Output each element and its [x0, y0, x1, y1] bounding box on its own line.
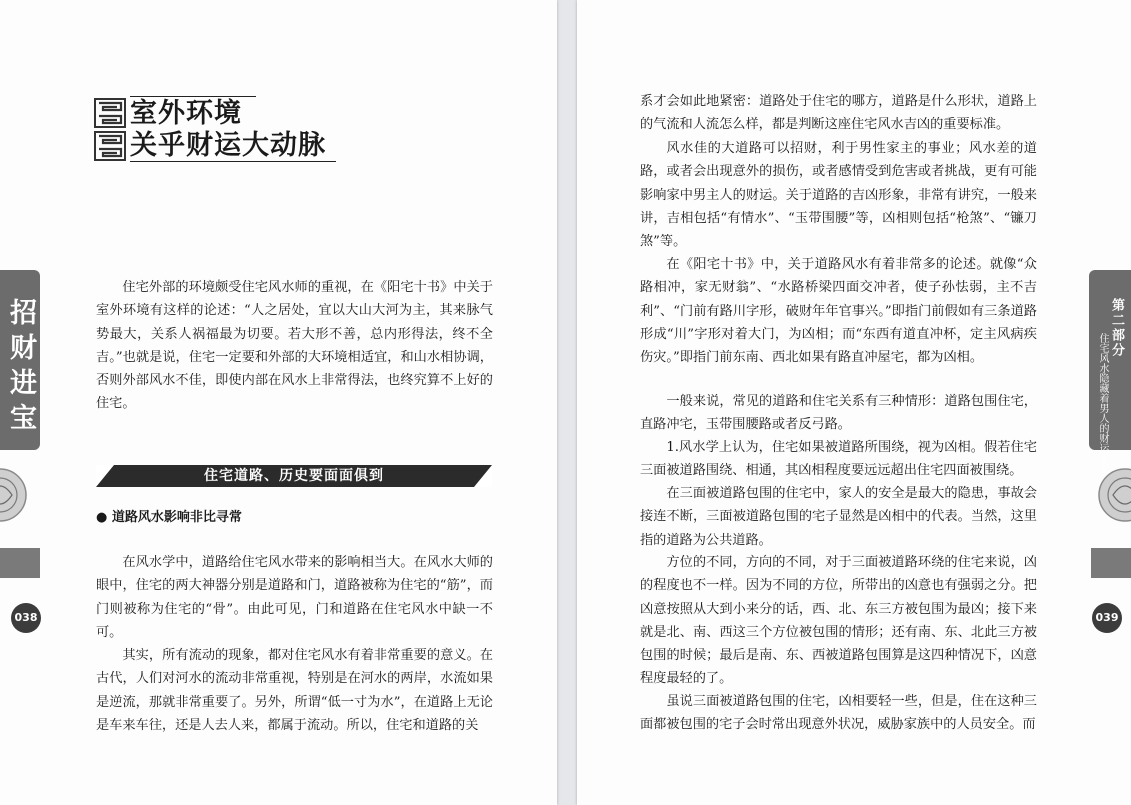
- fret-pattern-icon: [94, 131, 126, 161]
- title-line-2: 关乎财运大动脉: [130, 130, 326, 161]
- side-tab-left: [0, 270, 40, 450]
- body-paragraph: 一般来说，常见的道路和住宅关系有三种情形：道路包围住宅，直路冲宅，玉带围腰路或者反弓路。: [640, 394, 1037, 433]
- side-ornament-icon: [1089, 455, 1131, 535]
- side-tab-subtitle: 住宅风水隐藏着男人的财运机密: [1097, 333, 1108, 473]
- side-tab-part: 第二部分: [1109, 298, 1124, 358]
- page-number-badge: 039: [1092, 603, 1122, 633]
- body-paragraph: 在三面被道路包围的住宅中，家人的安全是最大的隐患，事故会接连不断，三面被道路包围的宅子显然是凶相中的代表。当然，这里指的道路为公共道路。: [640, 486, 1037, 548]
- title-line-1: 室外环境: [130, 98, 242, 129]
- body-paragraph: 方位的不同，方向的不同，对于三面被道路环绕的住宅来说，凶的程度也不一样。因为不同的方位，所带出的凶意也有强弱之分。把凶意按照从大到小来分的话，西、北、东三方被包围为最凶；接下来就是北、南、西这三个方位被包围的情形；还有南、东、北此三方被包围的时候；最后是南、东、西被道路包围算是这四种情况下，凶意程度最轻的了。: [640, 555, 1037, 687]
- chapter-title: [94, 95, 344, 165]
- page-number-badge: 038: [11, 603, 41, 633]
- side-tab-text: 招财进宝: [5, 298, 36, 438]
- side-ornament-icon: [0, 455, 40, 535]
- body-paragraph: 风水佳的大道路可以招财，利于男性家主的事业；风水差的道路，或者会出现意外的损伤，或者感情受到危害或者挑战，更有可能影响家中男主人的财运。关于道路的吉凶形象，非常有讲究，一般来讲，吉相包括“有情水”、“玉带围腰”等，凶相则包括“枪煞”、“镰刀煞”等。: [640, 141, 1037, 250]
- body-paragraph: 系才会如此地紧密：道路处于住宅的哪方，道路是什么形状，道路上的气流和人流怎么样，都是判断这座住宅风水吉凶的重要标准。: [640, 94, 1037, 133]
- body-paragraph: 虽说三面被道路包围的住宅，凶相要轻一些，但是，住在这种三面都被包围的宅子会时常出现意外状况，威胁家族中的人员安全。而: [640, 694, 1037, 733]
- body-paragraph: 在风水学中，道路给住宅风水带来的影响相当大。在风水大师的眼中，住宅的两大神器分别是道路和门，道路被称为住宅的“筋”，而门则被称为住宅的“骨”。由此可见，门和道路在住宅风水中缺一不可。: [96, 555, 493, 640]
- section-banner-text: 住宅道路、历史要面面俱到: [204, 468, 384, 484]
- right-page: [577, 0, 1131, 805]
- intro-paragraph: 住宅外部的环境颇受住宅风水师的重视，在《阳宅十书》中关于室外环境有这样的论述：“人之居处，宜以大山大河为主，其来脉气势最大，关系人祸福最为切要。若大形不善，总内形得法，终不全吉。”也就是说，住宅一定要和外部的大环境相适宜，和山水相协调，否则外部风水不佳，即使内部在风水上非常得法，也终究算不上好的住宅。: [96, 280, 493, 412]
- fret-pattern-icon: [94, 98, 126, 128]
- left-page: [0, 0, 557, 805]
- subheading: ● 道路风水影响非比寻常: [96, 510, 242, 525]
- section-banner: [96, 465, 492, 487]
- body-paragraph: 1.风水学上认为，住宅如果被道路所围绕，视为凶相。假若住宅三面被道路围绕、相通，其凶相程度要远远超出住宅四面被围绕。: [640, 440, 1037, 479]
- body-paragraph: 在《阳宅十书》中，关于道路风水有着非常多的论述。就像“众路相冲，家无财翁”、“水路桥梁四面交冲者，使子孙怯弱，主不吉利”、“门前有路川字形，破财年年官事兴。”即指门前假如有三条道路形成“川”字形对着大门，为凶相；而“东西有道直冲杯，定主风病疾伤灾。”即指门前东南、西北如果有路直冲屋宅，都为凶相。: [640, 257, 1037, 366]
- side-tab-right: [1089, 270, 1131, 473]
- body-paragraph: 其实，所有流动的现象，都对住宅风水有着非常重要的意义。在古代，人们对河水的流动非常重视，特别是在河水的两岸，水流如果是逆流，那就非常重要了。另外，所谓“低一寸为水”，在道路上无论是车来车往，还是人去人来，都属于流动。所以，住宅和道路的关: [96, 648, 493, 733]
